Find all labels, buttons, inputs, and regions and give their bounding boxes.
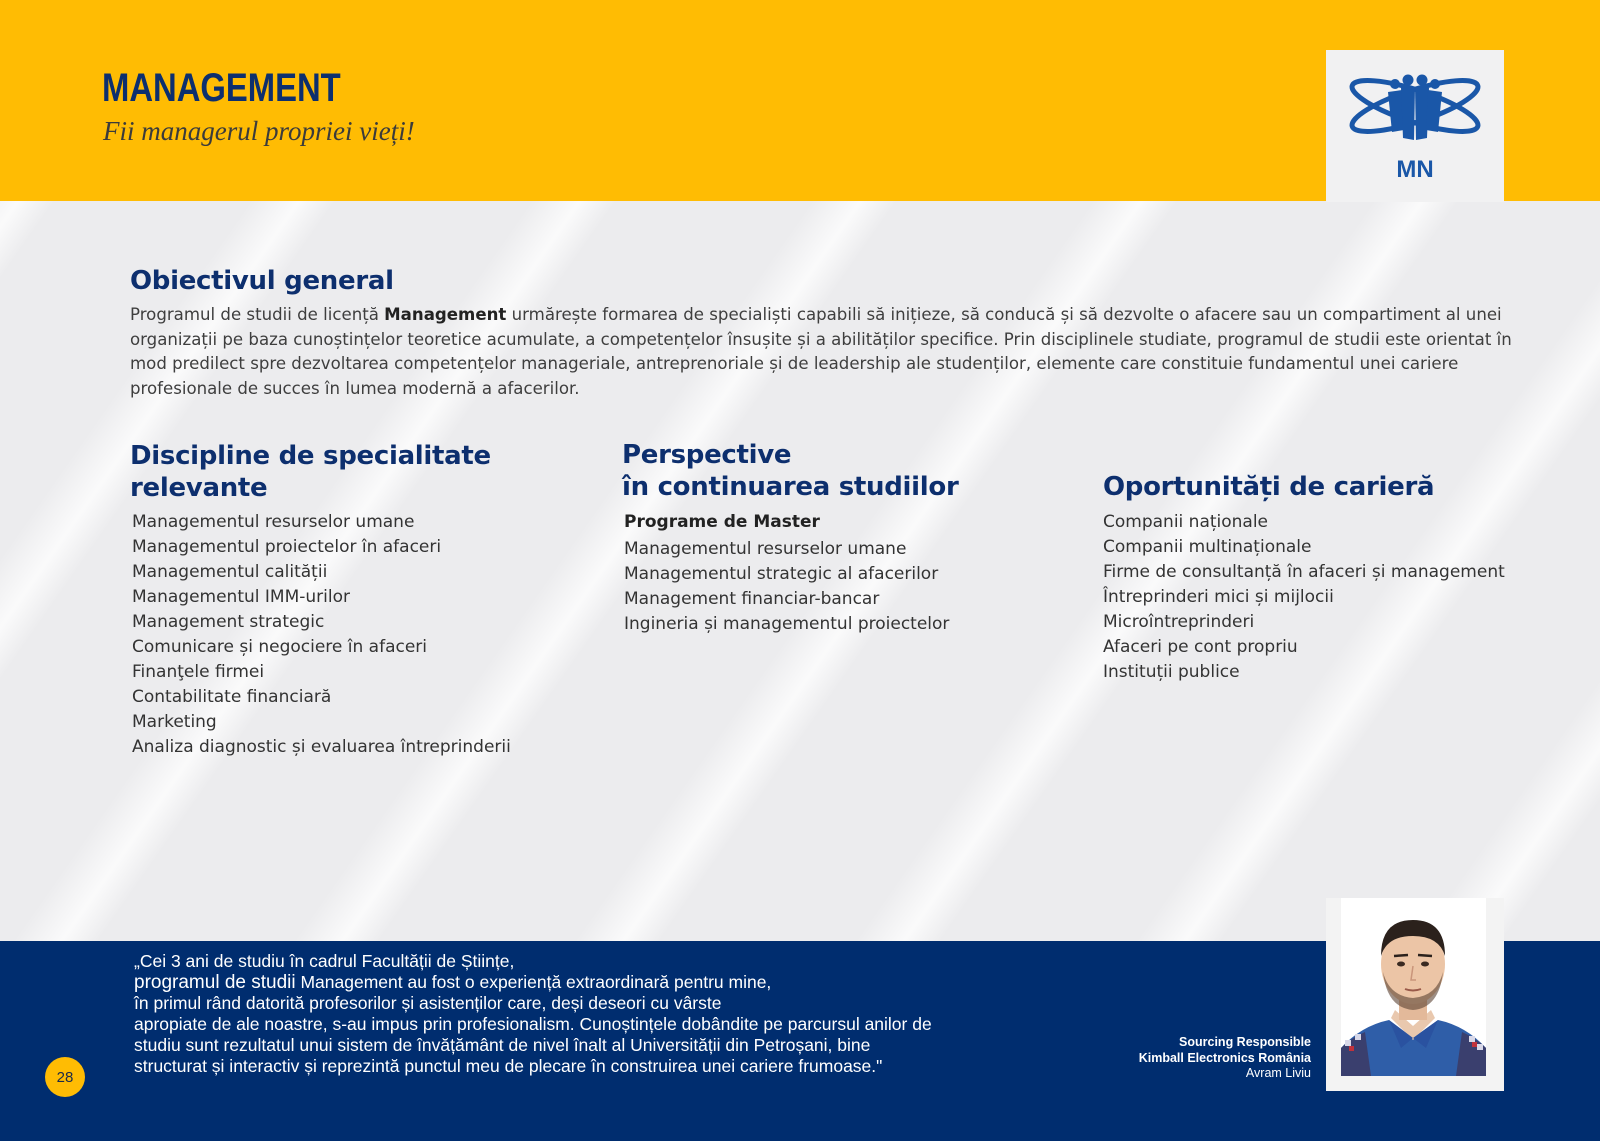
testimonial-quote [134,951,1034,1076]
signature-company: Kimball Electronics România [1138,1050,1311,1065]
list-item: Ingineria și managementul proiectelor [624,614,950,634]
list-item: Firme de consultanță în afaceri și management [1103,562,1505,582]
list-item: Managementul proiectelor în afaceri [132,537,442,557]
logo [1326,50,1504,202]
list-item: Microîntreprinderi [1103,612,1255,632]
list-item: Managementul strategic al afacerilor [624,564,939,584]
photo-frame [1326,898,1504,1091]
master-programs-list [624,537,949,637]
list-item: Afaceri pe cont propriu [1103,637,1298,657]
quote-line: structurat și interactiv și reprezintă punctul meu de plecare în construirea unei cariere frumoase." [134,1055,883,1076]
person-portrait-icon [1341,898,1486,1076]
quote-line: apropiate de ale noastre, s-au impus prin profesionalism. Cunoștințele dobândite pe parcursul anilor de [134,1014,932,1035]
quote-line: în primul rând datorită profesorilor și asistenților care, deși deseori cu vârste [134,993,722,1014]
disciplines-list [132,510,511,760]
objective-text-rest: urmărește formarea de specialiști capabili să inițieze, să conducă și să dezvolte o afacere sau un compartiment al unei organizații pe baza cunoștințelor teoretice acumulate, a competențelor însușite și a abilităților specifice. Prin disciplinele studiate, programul de studii este orientat în mod predilect spre dezvoltarea competențelor manageriale, antreprenoriale și de leadership ale studenților, elemente care constituie fundamentul unei cariere profesionale de succes în lumea modernă a afacerilor. [130,305,1512,399]
list-item: Contabilitate financiară [132,687,332,707]
quote-emphasis: programul de studii [134,971,296,993]
list-item: Managementul calității [132,562,328,582]
perspectives-title-line2: în continuarea studiilor [622,472,959,502]
objective-text [130,303,1515,402]
quote-line-rest: Management au fost o experiență extraordinară pentru mine, [295,971,772,992]
objective-title: Obiectivul general [130,266,394,296]
careers-list [1103,510,1505,685]
list-item: Management financiar-bancar [624,589,880,609]
objective-text-start: Programul de studii de licență [130,305,385,324]
quote-line: studiu sunt rezultatul unui sistem de învățământ de nivel înalt al Universității din Petroșani, bine [134,1034,871,1055]
list-item: Marketing [132,712,217,732]
list-item: Companii multinaționale [1103,537,1312,557]
list-item: Finanţele firmei [132,662,265,682]
logo-text: MN [1396,156,1434,183]
page-number: 28 [45,1057,85,1097]
list-item: Managementul resurselor umane [624,539,907,559]
disciplines-title-line1: Discipline de specialitate [130,441,491,471]
objective-text-bold: Management [384,305,507,324]
perspectives-title [622,439,958,503]
list-item: Comunicare și negociere în afaceri [132,637,428,657]
list-item: Companii naționale [1103,512,1269,532]
list-item: Managementul resurselor umane [132,512,415,532]
list-item: Managementul IMM-urilor [132,587,350,607]
list-item: Întreprinderi mici și mijlocii [1103,587,1334,607]
people-orbit-logo-icon [1346,70,1484,160]
page-title: MANAGEMENT [102,66,341,110]
page-subtitle: Fii managerul propriei vieți! [103,116,415,146]
list-item: Analiza diagnostic și evaluarea întreprinderii [132,737,511,757]
disciplines-title-line2: relevante [130,473,268,503]
quote-line [134,972,1034,994]
testimonial-signature [1139,1035,1311,1082]
careers-title: Oportunități de carieră [1103,472,1435,502]
list-item: Instituții publice [1103,662,1240,682]
master-programs-heading: Programe de Master [624,512,820,532]
quote-line: „Cei 3 ani de studiu în cadrul Facultății de Științe, [134,951,515,971]
perspectives-title-line1: Perspective [622,440,792,470]
signature-role: Sourcing Responsible [1179,1035,1311,1049]
list-item: Management strategic [132,612,325,632]
disciplines-title [130,440,491,504]
signature-name: Avram Liviu [1245,1066,1311,1080]
